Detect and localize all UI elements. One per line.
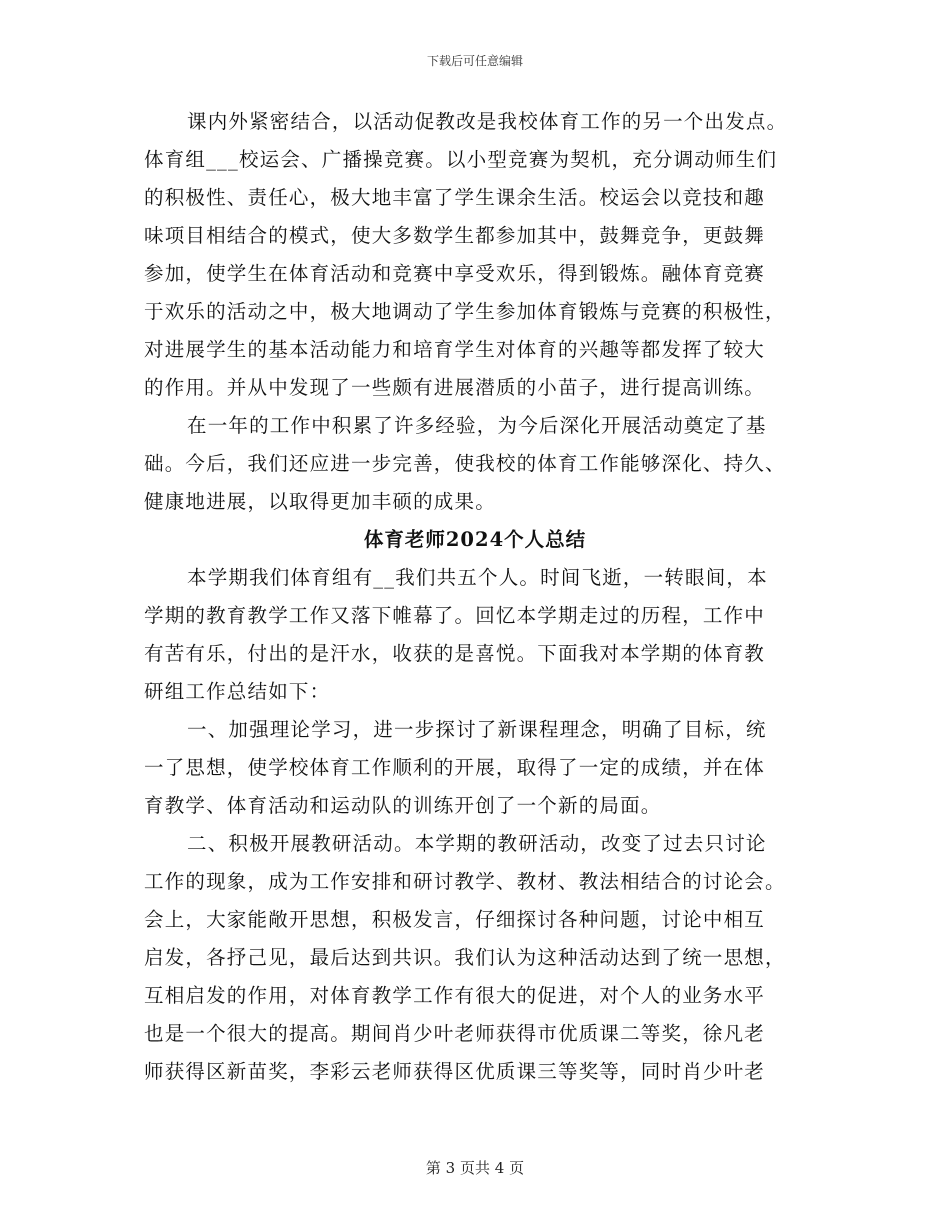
text-line: 参加，使学生在体育活动和竞赛中享受欢乐，得到锻炼。融体育竞赛 <box>144 262 766 285</box>
text-line: 一、加强理论学习，进一步探讨了新课程理念，明确了目标，统 <box>187 718 767 741</box>
text-line: 的积极性、责任心，极大地丰富了学生课余生活。校运会以竞技和趣 <box>144 186 766 209</box>
text-line: 在一年的工作中积累了许多经验，为今后深化开展活动奠定了基 <box>187 414 767 437</box>
document-body <box>144 103 806 1091</box>
text-line: 味项目相结合的模式，使大多数学生都参加其中，鼓舞竞争，更鼓舞 <box>144 224 766 247</box>
text-line: 健康地进展，以取得更加丰硕的成果。 <box>144 490 496 513</box>
text-line: 会上，大家能敞开思想，积极发言，仔细探讨各种问题，讨论中相互 <box>144 908 766 931</box>
text-line: 础。今后，我们还应进一步完善，使我校的体育工作能够深化、持久、 <box>144 452 786 475</box>
text-line: 启发，各抒己见，最后达到共识。我们认为这种活动达到了统一思想， <box>144 946 786 969</box>
text-line: 也是一个很大的提高。期间肖少叶老师获得市优质课二等奖，徐凡老 <box>144 1022 766 1045</box>
text-line: 于欢乐的活动之中，极大地调动了学生参加体育锻炼与竞赛的积极性， <box>144 300 786 323</box>
text-line: 互相启发的作用，对体育教学工作有很大的促进，对个人的业务水平 <box>144 984 766 1007</box>
text-line: 课内外紧密结合，以活动促教改是我校体育工作的另一个出发点。 <box>187 110 788 133</box>
text-line: 对进展学生的基本活动能力和培育学生对体育的兴趣等都发挥了较大 <box>144 338 766 361</box>
text-line: 学期的教育教学工作又落下帷幕了。回忆本学期走过的历程，工作中 <box>144 604 766 627</box>
text-line: 育教学、体育活动和运动队的训练开创了一个新的局面。 <box>144 794 662 817</box>
page-footer: 第 3 页共 4 页 <box>425 1159 525 1177</box>
text-line: 二、积极开展教研活动。本学期的教研活动，改变了过去只讨论 <box>187 832 767 855</box>
text-line: 工作的现象，成为工作安排和研讨教学、教材、教法相结合的讨论会。 <box>144 870 786 893</box>
section-heading: 体育老师2024个人总结 <box>363 528 587 551</box>
text-line: 研组工作总结如下： <box>144 680 331 703</box>
text-line: 体育组___校运会、广播操竞赛。以小型竞赛为契机，充分调动师生们 <box>144 148 778 171</box>
text-line: 一了思想，使学校体育工作顺利的开展，取得了一定的成绩，并在体 <box>144 756 766 779</box>
text-line: 师获得区新苗奖，李彩云老师获得区优质课三等奖等，同时肖少叶老 <box>144 1060 766 1083</box>
text-line: 的作用。并从中发现了一些颇有进展潜质的小苗子，进行提高训练。 <box>144 376 766 399</box>
text-line: 有苦有乐，付出的是汗水，收获的是喜悦。下面我对本学期的体育教 <box>144 642 766 665</box>
text-line: 本学期我们体育组有__我们共五个人。时间飞逝，一转眼间，本 <box>187 566 768 589</box>
page-header: 下载后可任意编辑 <box>426 54 523 68</box>
